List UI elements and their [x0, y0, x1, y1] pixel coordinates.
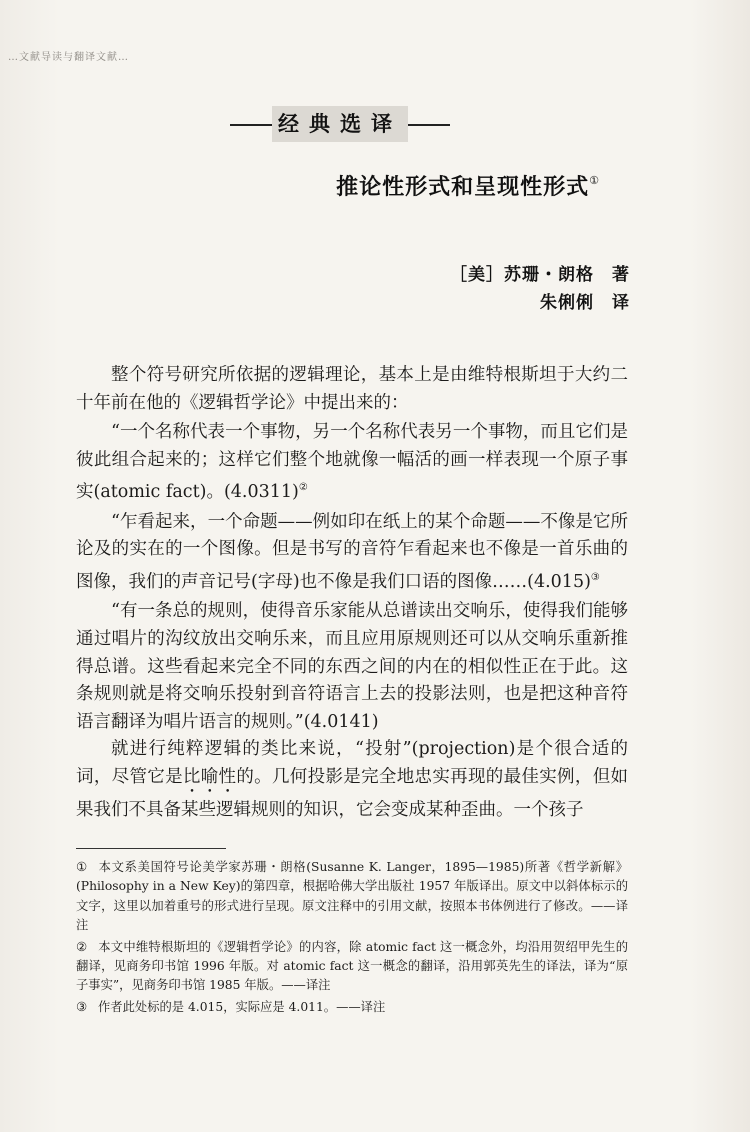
paragraph-5-text-b: 的。几何投影是完全地忠实再现的最佳实例，但如果我们不具备某些逻辑规则的知识，它会变成某种歪曲。一个孩子 [76, 766, 629, 820]
section-banner [230, 106, 450, 142]
author-byline: ［美］苏珊・朗格 著 [450, 265, 630, 285]
translator-byline: 朱俐俐 译 [540, 293, 630, 313]
footnote-1-mark: ① [76, 860, 88, 874]
footnote-1 [76, 858, 628, 936]
banner-rule-left [230, 124, 272, 126]
paragraph-5-text-a: 就进行纯粹逻辑的类比来说，“投射”(projection)是个很合适的词，尽管它是 [76, 739, 628, 787]
paragraph-5 [76, 736, 628, 824]
body-text [76, 362, 628, 825]
footnote-3-mark: ③ [76, 999, 88, 1014]
paragraph-4: “有一条总的规则，使得音乐家能从总谱读出交响乐，使得我们能够通过唱片的沟纹放出交响乐来，而且应用原规则还可以从交响乐重新推得总谱。这些看起来完全不同的东西之间的内在的相似性正在于此。这条规则就是将交响乐投射到音符语言上去的投影法则，也是把这种音符语言翻译为唱片语言的规则。”(4.0141) [76, 601, 628, 732]
banner-rule-right [408, 124, 450, 126]
running-head: …文献导读与翻译文献… [8, 52, 129, 63]
footnote-3-text: 作者此处标的是 4.015，实际应是 4.011。——译注 [98, 999, 386, 1014]
article-title [336, 170, 600, 201]
section-label: 经典选译 [272, 106, 408, 142]
footnote-2-text: 本文中维特根斯坦的《逻辑哲学论》的内容，除 atomic fact 这一概念外，均沿用贺绍甲先生的翻译，见商务印书馆 1996 年版。对 atomic fact 这一概念的翻译，沿用郭英先生的译法，译为“原子事实”，见商务印书馆 1985 年版。——译注 [76, 939, 628, 993]
article-title-text: 推论性形式和呈现性形式 [336, 175, 590, 200]
title-footnote-mark: ① [589, 173, 600, 187]
emphasized-word: 比喻性 [182, 766, 237, 787]
footnote-2-mark: ② [76, 939, 88, 954]
footnote-divider [76, 848, 226, 849]
footnote-1-text: 本文系美国符号论美学家苏珊・朗格(Susanne K. Langer，1895—1985)所著《哲学新解》(Philosophy in a New Key)的第四章，根据哈佛大学出版社 1957 年版译出。原文中以斜体标示的文字，这里以加着重号的形式进行呈现。原文注释中的引用文献，按照本书体例进行了修改。——译注 [76, 860, 628, 933]
footnote-mark-3: ③ [590, 571, 600, 583]
paragraph-1: 整个符号研究所依据的逻辑理论，基本上是由维特根斯坦于大约二十年前在他的《逻辑哲学论》中提出来的： [76, 365, 628, 413]
paragraph-2 [76, 419, 628, 507]
paragraph-3 [76, 509, 628, 597]
footnotes [76, 858, 628, 1019]
footnote-3 [76, 998, 628, 1017]
footnote-mark-2: ② [298, 482, 308, 494]
footnote-2 [76, 938, 628, 996]
paragraph-3-text: “乍看起来，一个命题——例如印在纸上的某个命题——不像是它所论及的实在的一个图像。但是书写的音符乍看起来也不像是一首乐曲的图像，我们的声音记号(字母)也不像是我们口语的图像……(4.015) [76, 511, 628, 592]
paragraph-2-text: “一个名称代表一个事物，另一个名称代表另一个事物，而且它们是彼此组合起来的；这样它们整个地就像一幅活的画一样表现一个原子事实(atomic fact)。(4.0311) [76, 422, 628, 503]
